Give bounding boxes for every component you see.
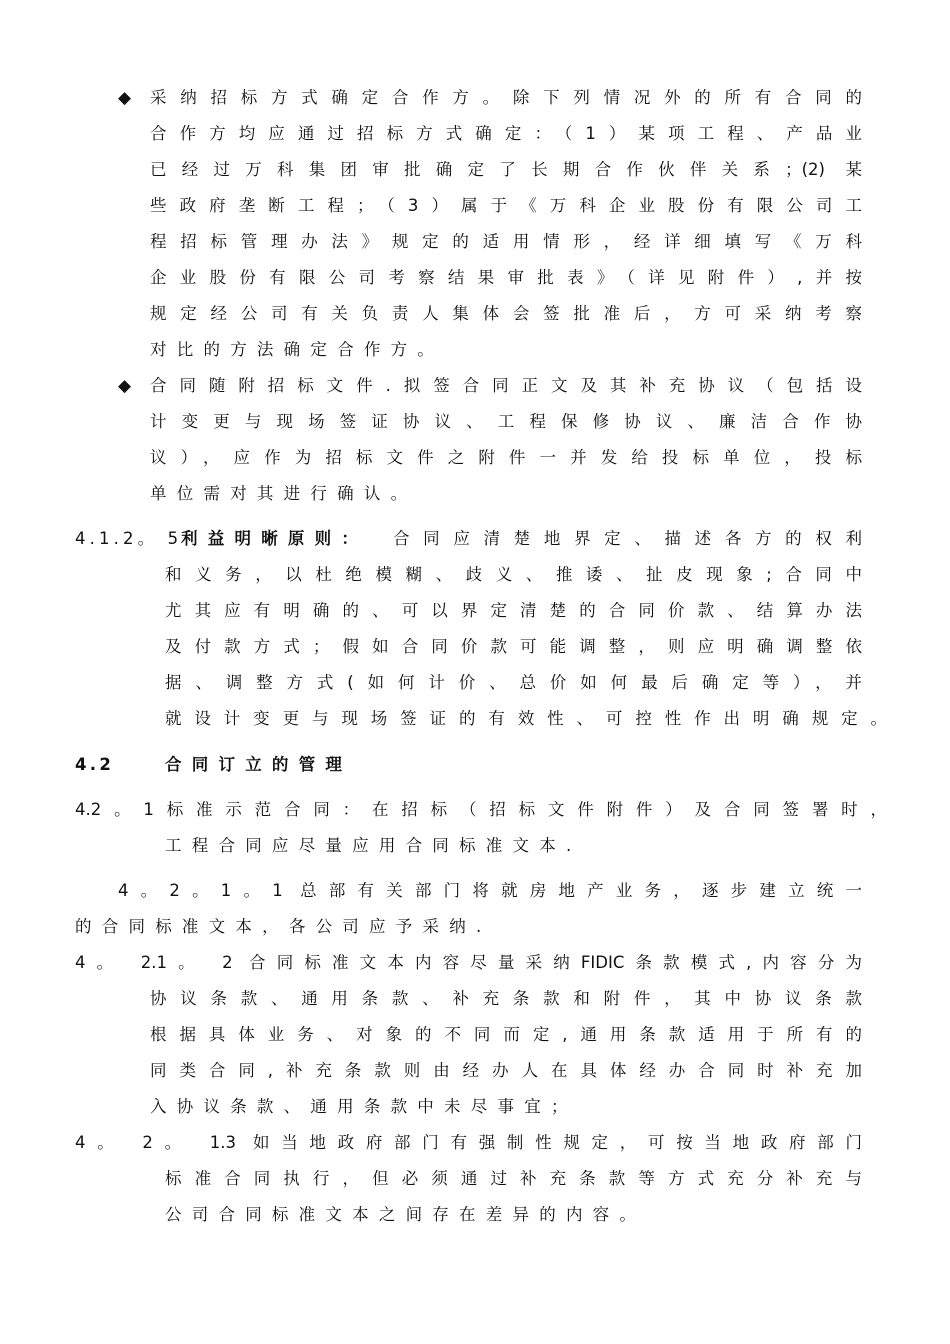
paragraph-line: 和义务，以杜绝模糊、歧义、推诿、扯皮现象;合同中 (165, 565, 862, 584)
bullet-diamond-icon: ◆ (118, 376, 132, 396)
bullet-diamond-icon: ◆ (118, 88, 132, 108)
paragraph-line: 工程合同应尽量应用合同标准文本. (165, 836, 582, 855)
paragraph-line: 标准合同执行，但必须通过补充条款等方式充分补充与 (165, 1169, 862, 1188)
paragraph-line: 合同随附招标文件.拟签合同正文及其补充协议（包括设 (150, 376, 862, 395)
section-number: 4.1.2。 5 (75, 529, 183, 548)
paragraph-line: 4。 2。 1.3 如当地政府部门有强制性规定，可按当地政府部门 (75, 1133, 862, 1152)
paragraph-line: 就设计变更与现场签证的有效性、可控性作出明确规定。 (165, 709, 887, 728)
paragraph-line: 入协议条款、通用条款中未尽事宜； (150, 1097, 578, 1116)
heading-title: 合同订立的管理 (165, 755, 353, 774)
paragraph-line: 的合同标准文本，各公司应予采纳. (75, 917, 492, 936)
paragraph-line: 4.2。1标准示范合同：在招标（招标文件附件）及合同签署时， (75, 800, 887, 819)
paragraph-line: 4。 2.1。 2 合同标准文本内容尽量采纳FIDIC条款模式,内容分为 (75, 953, 862, 972)
paragraph-line: 合同应清楚地界定、描述各方的权利 (393, 529, 862, 548)
paragraph-line: 程招标管理办法》规定的适用情形，经详细填写《万科 (150, 232, 862, 251)
paragraph-line: 据、调整方式(如何计价、总价如何最后确定等），并 (165, 673, 862, 692)
paragraph-line: 尤其应有明确的、可以界定清楚的合同价款、结算办法 (165, 601, 862, 620)
paragraph-line: 企业股份有限公司考察结果审批表》（详见附件）,并按 (150, 268, 862, 287)
paragraph-line: 些政府垄断工程；（3）属于《万科企业股份有限公司工 (150, 196, 862, 215)
paragraph-line: 计变更与现场签证协议、工程保修协议、廉洁合作协 (150, 412, 862, 431)
paragraph-line: 同类合同,补充条款则由经办人在具体经办合同时补充加 (150, 1061, 862, 1080)
paragraph-line: 已经过万科集团审批确定了长期合作伙伴关系；(2) 某 (150, 160, 862, 179)
paragraph-line: 协议条款、通用条款、补充条款和附件，其中协议条款 (150, 989, 862, 1008)
heading-number: 4.2 (75, 755, 115, 774)
paragraph-line: 公司合同标准文本之间存在差异的内容。 (165, 1205, 647, 1224)
section-title: 利益明晰原则： (181, 529, 369, 548)
paragraph-line: 合作方均应通过招标方式确定：（1）某项工程、产品业 (150, 124, 862, 143)
paragraph-line: 对比的方法确定合作方。 (150, 340, 445, 359)
paragraph-line: 4。2。1。1 总部有关部门将就房地产业务，逐步建立统一 (118, 881, 862, 900)
paragraph-line: 及付款方式；假如合同价款可能调整，则应明确调整依 (165, 637, 862, 656)
paragraph-line: 单位需对其进行确认。 (150, 484, 418, 503)
paragraph-line: 议），应作为招标文件之附件一并发给投标单位，投标 (150, 448, 862, 467)
paragraph-line: 根据具体业务、对象的不同而定,通用条款适用于所有的 (150, 1025, 862, 1044)
paragraph-line: 采纳招标方式确定合作方。除下列情况外的所有合同的 (150, 88, 862, 107)
paragraph-line: 规定经公司有关负责人集体会签批准后，方可采纳考察 (150, 304, 862, 323)
